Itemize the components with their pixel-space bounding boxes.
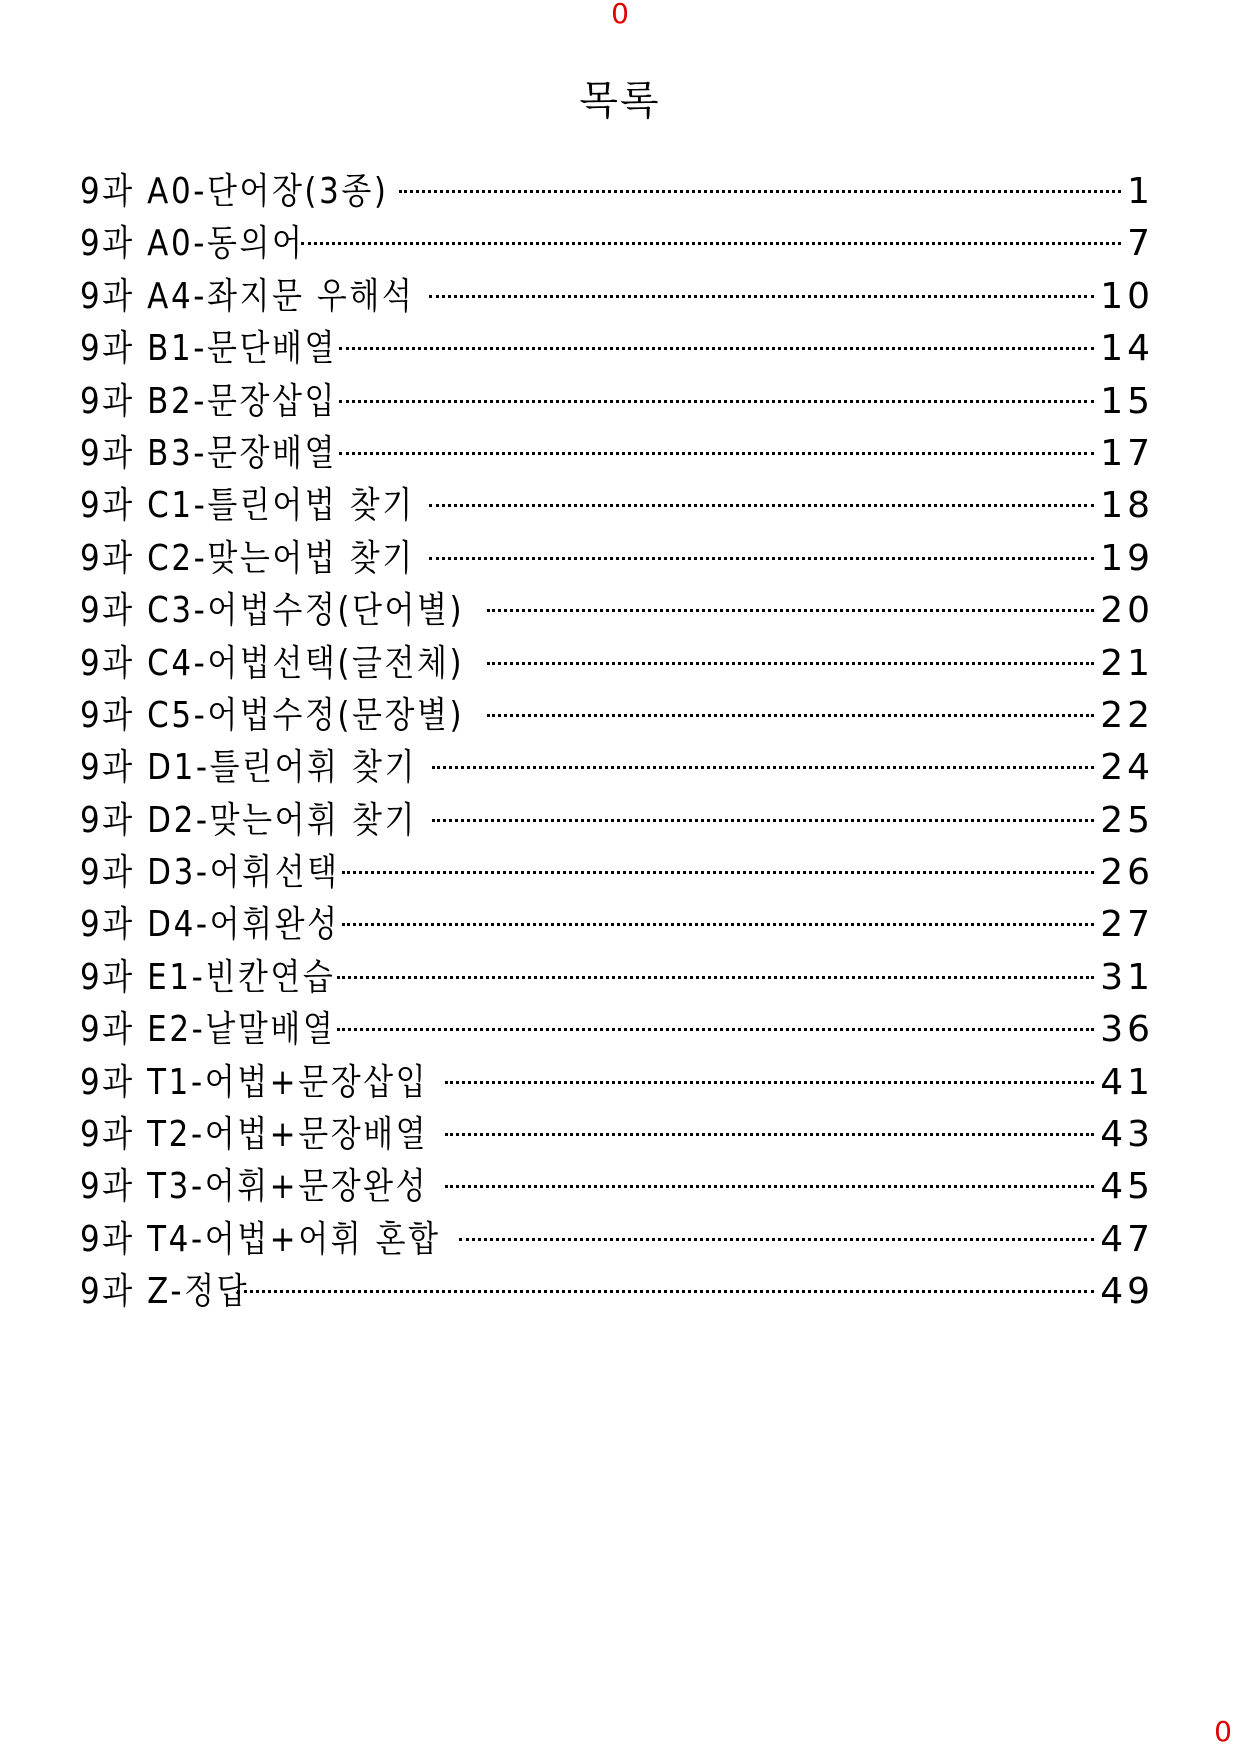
toc-entry[interactable] xyxy=(80,1214,1154,1266)
toc-entry[interactable] xyxy=(80,1004,1154,1056)
toc-entry-label: 9과 A4-좌지문 우해석 xyxy=(80,275,415,317)
toc-entry-label: 9과 B3-문장배열 xyxy=(80,432,337,474)
dot-leader xyxy=(337,1028,1094,1031)
toc-entry[interactable] xyxy=(80,271,1154,323)
toc-entry-label: 9과 B1-문단배열 xyxy=(80,328,337,370)
toc-entry-label: 9과 Z-정답 xyxy=(80,1271,250,1313)
dot-leader xyxy=(339,400,1094,403)
dot-leader xyxy=(237,1290,1094,1293)
toc-entry-label: 9과 D4-어휘완성 xyxy=(80,904,340,946)
dot-leader xyxy=(459,1238,1094,1241)
dot-leader xyxy=(429,557,1094,560)
toc-entry-label: 9과 D3-어휘선택 xyxy=(80,852,340,894)
toc-entry-label: 9과 A0-단어장(3종) xyxy=(80,171,389,212)
toc-entry-label: 9과 D1-틀린어휘 찾기 xyxy=(80,747,417,789)
toc-title: 목록 xyxy=(579,78,661,124)
toc-entry-page: 19 xyxy=(1100,537,1154,579)
toc-entry-page: 25 xyxy=(1100,799,1154,841)
toc-entry-label: 9과 C2-맞는어법 찾기 xyxy=(80,537,415,579)
toc-entry-label: 9과 T3-어휘+문장완성 xyxy=(80,1166,429,1208)
toc-entry-label: 9과 T2-어법+문장배열 xyxy=(80,1114,429,1156)
toc-entry-page: 24 xyxy=(1100,747,1154,789)
dot-leader xyxy=(432,766,1094,769)
toc-entry-label: 9과 T4-어법+어휘 혼합 xyxy=(80,1218,441,1260)
dot-leader xyxy=(432,819,1094,822)
toc-entry-label: 9과 E2-낱말배열 xyxy=(80,1009,336,1051)
dot-leader xyxy=(399,190,1121,193)
toc-entry[interactable] xyxy=(80,323,1154,375)
dot-leader xyxy=(487,714,1095,717)
dot-leader xyxy=(445,1185,1094,1188)
toc-entry-page: 14 xyxy=(1100,328,1154,370)
dot-leader xyxy=(301,242,1121,245)
dot-leader xyxy=(337,976,1094,979)
dot-leader xyxy=(429,504,1094,507)
toc-entry[interactable] xyxy=(80,1057,1154,1109)
dot-leader xyxy=(339,452,1094,455)
toc-entry-label: 9과 B2-문장삽입 xyxy=(80,380,337,422)
toc-entry-page: 20 xyxy=(1100,590,1154,632)
toc-entry-label: 9과 A0-동의어 xyxy=(80,223,305,265)
toc-entry[interactable] xyxy=(80,533,1154,585)
toc-entry[interactable] xyxy=(80,218,1154,270)
toc-entry-page: 45 xyxy=(1100,1166,1154,1208)
toc-entry[interactable] xyxy=(80,428,1154,480)
toc-entry-page: 41 xyxy=(1100,1061,1154,1103)
toc-entry[interactable] xyxy=(80,480,1154,532)
toc-entry-page: 18 xyxy=(1100,485,1154,527)
toc-entry-page: 1 xyxy=(1127,171,1154,212)
toc-entry[interactable] xyxy=(80,585,1154,637)
toc-entry-page: 31 xyxy=(1100,956,1154,998)
toc-entry-page: 47 xyxy=(1100,1218,1154,1260)
toc-entry[interactable] xyxy=(80,376,1154,428)
toc-entry-page: 17 xyxy=(1100,432,1154,474)
toc-entry-page: 7 xyxy=(1127,223,1154,265)
dot-leader xyxy=(339,347,1094,350)
toc-entry-page: 22 xyxy=(1100,694,1154,736)
dot-leader xyxy=(487,609,1095,612)
page-marker-top: 0 xyxy=(611,0,629,30)
toc-entry-page: 36 xyxy=(1100,1009,1154,1051)
toc-entry-label: 9과 E1-빈칸연습 xyxy=(80,956,336,998)
toc-entry[interactable] xyxy=(80,1161,1154,1213)
toc-entry[interactable] xyxy=(80,690,1154,742)
toc-entry[interactable] xyxy=(80,1266,1154,1318)
toc-entry-page: 43 xyxy=(1100,1114,1154,1156)
toc-entry[interactable] xyxy=(80,847,1154,899)
dot-leader xyxy=(487,662,1095,665)
dot-leader xyxy=(342,871,1094,874)
toc-entry-label: 9과 C5-어법수정(문장별) xyxy=(80,694,465,736)
toc-entry-page: 49 xyxy=(1100,1271,1154,1313)
dot-leader xyxy=(342,923,1094,926)
toc-entry-page: 26 xyxy=(1100,852,1154,894)
toc-entry[interactable] xyxy=(80,899,1154,951)
toc-entry-page: 15 xyxy=(1100,380,1154,422)
dot-leader xyxy=(429,295,1094,298)
toc-entry[interactable] xyxy=(80,795,1154,847)
toc-entry-label: 9과 C3-어법수정(단어별) xyxy=(80,590,465,632)
toc-entry-label: 9과 C1-틀린어법 찾기 xyxy=(80,485,415,527)
toc-entry-page: 21 xyxy=(1100,642,1154,684)
toc-entry-page: 10 xyxy=(1100,275,1154,317)
table-of-contents xyxy=(80,166,1154,1319)
toc-entry-label: 9과 D2-맞는어휘 찾기 xyxy=(80,799,417,841)
toc-entry[interactable] xyxy=(80,742,1154,794)
toc-entry-page: 27 xyxy=(1100,904,1154,946)
toc-entry[interactable] xyxy=(80,952,1154,1004)
dot-leader xyxy=(445,1133,1094,1136)
toc-entry[interactable] xyxy=(80,166,1154,218)
toc-entry[interactable] xyxy=(80,1109,1154,1161)
toc-entry-label: 9과 T1-어법+문장삽입 xyxy=(80,1061,429,1103)
page-marker-bottom: 0 xyxy=(1214,1715,1232,1748)
dot-leader xyxy=(445,1081,1094,1084)
toc-entry[interactable] xyxy=(80,638,1154,690)
toc-entry-label: 9과 C4-어법선택(글전체) xyxy=(80,642,465,684)
